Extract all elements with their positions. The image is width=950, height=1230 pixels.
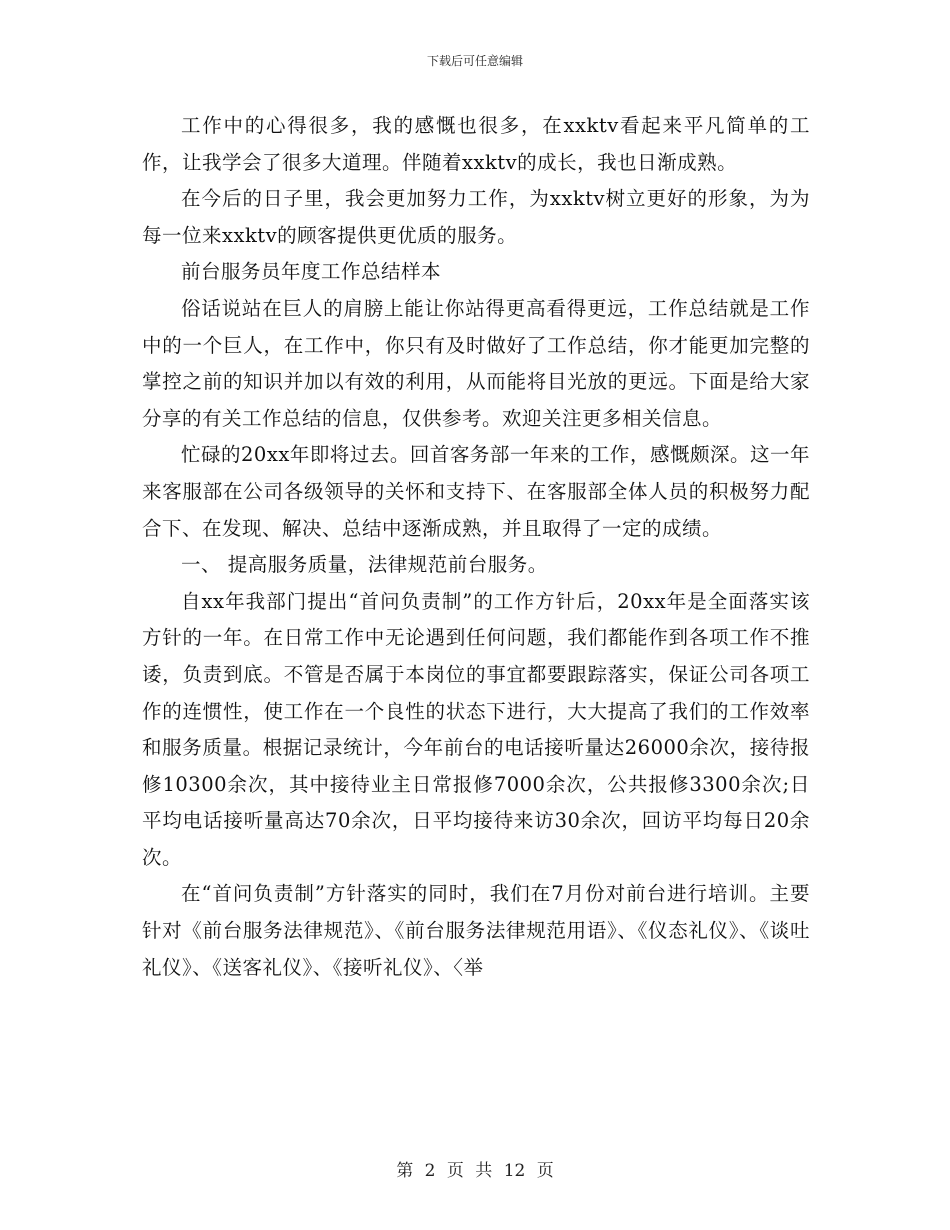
page-header-note: 下载后可任意编辑 [426,54,523,68]
section-title: 前台服务员年度工作总结样本 [181,260,442,284]
section-heading: 一、 提高服务质量，法律规范前台服务。 [181,553,548,577]
page-number: 第 2 页 共 12 页 [396,1161,554,1181]
paragraph: 在今后的日子里，我会更加努力工作，为xxktv树立更好的形象，为为每一位来xxktv的顾客提供更优质的服务。 [142,187,810,247]
paragraph: 俗话说站在巨人的肩膀上能让你站得更高看得更远，工作总结就是工作中的一个巨人，在工作中，你只有及时做好了工作总结，你才能更加完整的掌控之前的知识并加以有效的利用，从而能将目光放的更远。下面是给大家分享的有关工作总结的信息，仅供参考。欢迎关注更多相关信息。 [142,296,810,430]
paragraph: 忙碌的20xx年即将过去。回首客务部一年来的工作，感慨颇深。这一年来客服部在公司各级领导的关怀和支持下、在客服部全体人员的积极努力配合下、在发现、解决、总结中逐渐成熟，并且取得了一定的成绩。 [142,443,810,540]
document-body [142,108,810,986]
paragraph: 工作中的心得很多，我的感慨也很多，在xxktv看起来平凡简单的工作，让我学会了很多大道理。伴随着xxktv的成长，我也日渐成熟。 [142,114,810,174]
paragraph: 在“首问负责制”方针落实的同时，我们在7月份对前台进行培训。主要针对《前台服务法律规范》、《前台服务法律规范用语》、《仪态礼仪》、《谈吐礼仪》、《送客礼仪》、《接听礼仪》、〈举 [142,882,810,979]
paragraph: 自xx年我部门提出“首问负责制”的工作方针后，20xx年是全面落实该方针的一年。在日常工作中无论遇到任何问题，我们都能作到各项工作不推诿，负责到底。不管是否属于本岗位的事宜都要跟踪落实，保证公司各项工作的连惯性，使工作在一个良性的状态下进行，大大提高了我们的工作效率和服务质量。根据记录统计，今年前台的电话接听量达26000余次，接待报修10300余次，其中接待业主日常报修7000余次，公共报修3300余次;日平均电话接听量高达70余次，日平均接待来访30余次，回访平均每日20余次。 [142,589,810,869]
